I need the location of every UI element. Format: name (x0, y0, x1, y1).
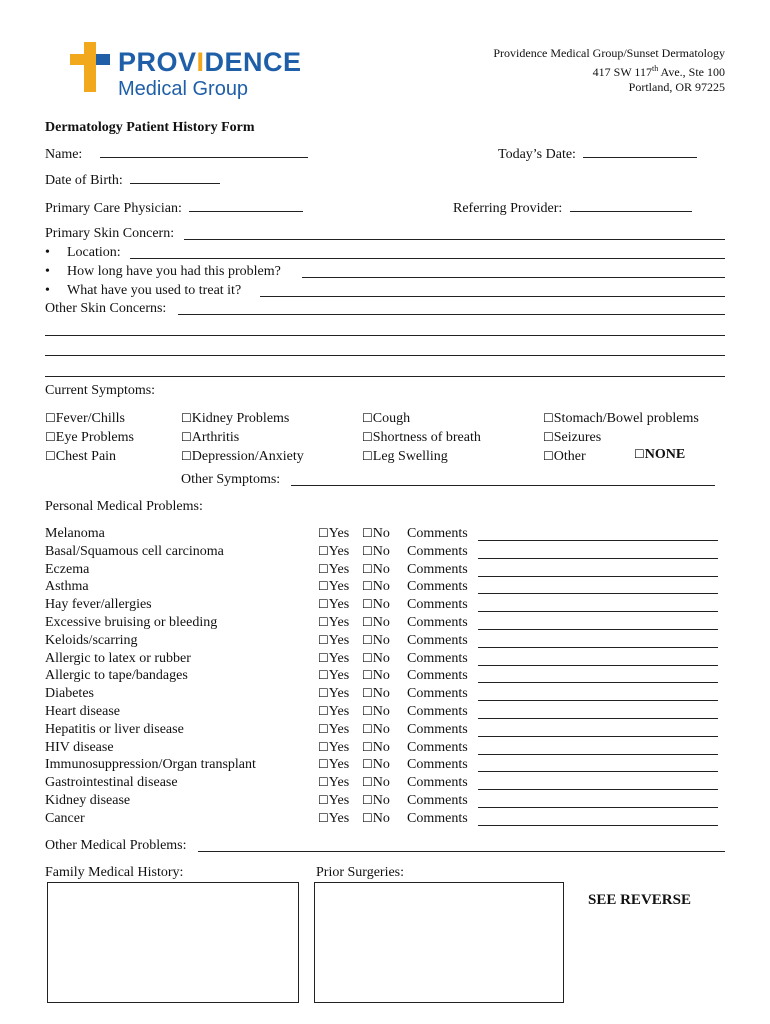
name-row (45, 146, 308, 163)
symptom-chest-pain[interactable]: ☐Chest Pain (45, 449, 117, 464)
comments-field[interactable] (478, 707, 718, 719)
no-option[interactable]: ☐No (362, 668, 390, 684)
checkbox[interactable]: ☐ (318, 793, 329, 807)
table-row (45, 775, 725, 793)
symptoms-heading: Current Symptoms: (45, 383, 156, 398)
symptoms-col-2 (181, 409, 304, 466)
duration-label: How long have you had this problem? (67, 264, 281, 279)
bullet-icon: • (45, 245, 50, 260)
referring-row (453, 200, 692, 217)
primary-concern-label: Primary Skin Concern: (45, 226, 175, 241)
bullet-icon: • (45, 283, 50, 298)
table-row (45, 562, 725, 580)
symptom-fever[interactable]: ☐Fever/Chills (45, 411, 125, 426)
checkbox[interactable]: ☐ (318, 686, 329, 701)
other-medical-label: Other Medical Problems: (45, 838, 187, 853)
name-label: Name: (45, 147, 83, 162)
symptom-none[interactable]: ☐NONE (634, 447, 686, 462)
prior-surgeries-label: Prior Surgeries: (316, 865, 405, 880)
symptom-breath[interactable]: ☐Shortness of breath (362, 430, 481, 445)
table-row (45, 686, 725, 704)
other-symptoms-field[interactable] (291, 474, 715, 486)
no-option[interactable]: ☐No (362, 650, 390, 666)
comments-label: Comments (407, 526, 468, 541)
today-date-field[interactable] (583, 146, 697, 158)
no-option[interactable]: ☐No (362, 543, 390, 559)
comments-field[interactable] (478, 671, 718, 683)
symptoms-col-3 (362, 409, 481, 466)
family-history-box[interactable] (47, 882, 299, 1003)
checkbox[interactable]: ☐ (318, 739, 329, 754)
comments-label: Comments (407, 615, 468, 630)
comments-label: Comments (407, 757, 468, 773)
yes-option[interactable]: ☐Yes (318, 632, 350, 648)
checkbox[interactable]: ☐ (318, 561, 329, 576)
yes-option[interactable]: ☐Yes (318, 579, 350, 595)
checkbox[interactable]: ☐ (318, 810, 329, 825)
comments-label: Comments (407, 793, 468, 808)
comments-label: Comments (407, 775, 468, 791)
logo-subtitle: Medical Group (118, 78, 249, 100)
checkbox[interactable]: ☐ (362, 561, 373, 576)
checkbox[interactable]: ☐ (362, 597, 373, 612)
no-option[interactable]: ☐No (362, 775, 390, 791)
no-option[interactable]: ☐No (362, 597, 390, 613)
comments-field[interactable] (478, 636, 718, 648)
no-option[interactable]: ☐No (362, 526, 390, 541)
no-option[interactable]: ☐No (362, 810, 390, 826)
condition-name: Diabetes (45, 686, 94, 702)
checkbox[interactable]: ☐ (362, 775, 373, 790)
checkbox[interactable]: ☐ (181, 449, 192, 463)
comments-field[interactable] (478, 600, 718, 612)
comments-field[interactable] (478, 618, 718, 630)
comments-field[interactable] (478, 796, 718, 808)
comments-label: Comments (407, 668, 468, 684)
symptom-seizures[interactable]: ☐Seizures (543, 430, 602, 445)
bullet-location (45, 245, 121, 261)
address-line2: 417 SW 117th Ave., Ste 100 (592, 64, 725, 79)
primary-concern-field[interactable] (184, 228, 725, 240)
referring-field[interactable] (570, 200, 692, 212)
comments-field[interactable] (478, 760, 718, 772)
yes-option[interactable]: ☐Yes (318, 543, 350, 559)
checkbox[interactable]: ☐ (318, 615, 329, 629)
condition-name: Gastrointestinal disease (45, 775, 178, 791)
comments-field[interactable] (478, 529, 718, 541)
yes-option[interactable]: ☐Yes (318, 810, 350, 826)
comments-field[interactable] (478, 743, 718, 755)
condition-name: Asthma (45, 579, 89, 595)
other-concerns-line-3[interactable] (45, 355, 725, 356)
no-option[interactable]: ☐No (362, 686, 390, 702)
symptom-leg-swelling[interactable]: ☐Leg Swelling (362, 449, 448, 464)
logo (70, 42, 310, 104)
clinic-address (493, 46, 725, 95)
checkbox[interactable]: ☐ (45, 430, 56, 444)
table-row (45, 651, 725, 669)
checkbox[interactable]: ☐ (362, 615, 373, 629)
comments-label: Comments (407, 579, 468, 595)
bullet-icon: • (45, 264, 50, 279)
checkbox[interactable]: ☐ (362, 430, 373, 444)
other-concerns-line-4[interactable] (45, 376, 725, 377)
symptom-arthritis[interactable]: ☐Arthritis (181, 430, 240, 445)
checkbox[interactable]: ☐ (362, 543, 373, 558)
checkbox[interactable]: ☐ (318, 650, 329, 665)
comments-label: Comments (407, 561, 468, 577)
checkbox[interactable]: ☐ (362, 704, 373, 718)
symptom-kidney[interactable]: ☐Kidney Problems (181, 411, 290, 426)
no-option[interactable]: ☐No (362, 704, 390, 719)
comments-field[interactable] (478, 814, 718, 826)
no-option[interactable]: ☐No (362, 757, 390, 773)
comments-label: Comments (407, 739, 468, 755)
other-concerns-line-2[interactable] (45, 335, 725, 336)
treatment-field[interactable] (260, 285, 725, 297)
comments-field[interactable] (478, 582, 718, 594)
comments-field[interactable] (478, 654, 718, 666)
symptoms-col-1 (45, 409, 134, 466)
yes-option[interactable]: ☐Yes (318, 704, 350, 719)
checkbox[interactable]: ☐ (362, 721, 373, 736)
condition-name: Eczema (45, 561, 90, 577)
symptom-other[interactable]: ☐Other (543, 449, 586, 464)
today-date-label: Today’s Date: (498, 147, 576, 162)
medical-heading: Personal Medical Problems: (45, 499, 203, 514)
pcp-row (45, 200, 303, 217)
comments-field[interactable] (478, 565, 718, 577)
checkbox[interactable]: ☐ (318, 526, 329, 540)
condition-name: Keloids/scarring (45, 632, 138, 648)
checkbox[interactable]: ☐ (318, 668, 329, 683)
comments-field[interactable] (478, 725, 718, 737)
table-row (45, 793, 725, 811)
yes-option[interactable]: ☐Yes (318, 650, 350, 666)
table-row (45, 615, 725, 633)
other-concerns-label: Other Skin Concerns: (45, 301, 167, 316)
comments-field[interactable] (478, 778, 718, 790)
treatment-label: What have you used to treat it? (67, 283, 242, 298)
symptom-cough[interactable]: ☐Cough (362, 411, 411, 426)
checkbox[interactable]: ☐ (181, 430, 192, 444)
condition-name: Allergic to tape/bandages (45, 668, 188, 684)
checkbox[interactable]: ☐ (318, 757, 329, 772)
yes-option[interactable]: ☐Yes (318, 721, 350, 737)
checkbox[interactable]: ☐ (318, 721, 329, 736)
table-row (45, 704, 725, 722)
no-option[interactable]: ☐No (362, 739, 390, 755)
comments-label: Comments (407, 632, 468, 648)
checkbox[interactable]: ☐ (362, 739, 373, 754)
checkbox[interactable]: ☐ (634, 447, 645, 461)
comments-label: Comments (407, 650, 468, 666)
location-field[interactable] (130, 247, 725, 259)
symptom-stomach[interactable]: ☐Stomach/Bowel problems (543, 411, 699, 426)
checkbox[interactable]: ☐ (543, 449, 554, 463)
comments-label: Comments (407, 686, 468, 702)
condition-name: HIV disease (45, 739, 114, 755)
yes-option[interactable]: ☐Yes (318, 739, 350, 755)
address-line1: Providence Medical Group/Sunset Dermatology (493, 46, 725, 60)
no-option[interactable]: ☐No (362, 632, 390, 648)
condition-name: Basal/Squamous cell carcinoma (45, 543, 224, 559)
table-row (45, 668, 725, 686)
pcp-label: Primary Care Physician: (45, 201, 182, 216)
duration-field[interactable] (302, 266, 725, 278)
bullet-duration (45, 264, 281, 280)
no-option[interactable]: ☐No (362, 793, 390, 808)
bullet-treatment (45, 283, 242, 299)
checkbox[interactable]: ☐ (181, 411, 192, 425)
logo-wordmark: PROVIDENCE (118, 47, 302, 77)
form-title: Dermatology Patient History Form (45, 120, 255, 135)
location-label: Location: (67, 245, 121, 260)
name-field[interactable] (100, 146, 308, 158)
no-option[interactable]: ☐No (362, 579, 390, 595)
dob-row (45, 172, 220, 189)
checkbox[interactable]: ☐ (362, 526, 373, 540)
yes-option[interactable]: ☐Yes (318, 757, 350, 773)
condition-name: Excessive bruising or bleeding (45, 615, 218, 630)
dob-field[interactable] (130, 172, 220, 184)
comments-label: Comments (407, 810, 468, 826)
comments-field[interactable] (478, 547, 718, 559)
pcp-field[interactable] (189, 200, 303, 212)
other-medical-field[interactable] (198, 840, 725, 852)
table-row (45, 544, 725, 562)
condition-name: Kidney disease (45, 793, 131, 808)
no-option[interactable]: ☐No (362, 615, 390, 630)
condition-name: Hepatitis or liver disease (45, 721, 184, 737)
yes-option[interactable]: ☐Yes (318, 686, 350, 702)
comments-label: Comments (407, 543, 468, 559)
checkbox[interactable]: ☐ (318, 775, 329, 790)
checkbox[interactable]: ☐ (543, 430, 554, 444)
condition-name: Cancer (45, 810, 85, 826)
yes-option[interactable]: ☐Yes (318, 561, 350, 577)
other-concerns-field[interactable] (178, 303, 725, 315)
checkbox[interactable]: ☐ (318, 632, 329, 647)
address-line3: Portland, OR 97225 (628, 80, 725, 94)
condition-name: Hay fever/allergies (45, 597, 152, 613)
yes-option[interactable]: ☐Yes (318, 615, 350, 630)
yes-option[interactable]: ☐Yes (318, 668, 350, 684)
table-row (45, 526, 725, 544)
checkbox[interactable]: ☐ (362, 668, 373, 683)
checkbox[interactable]: ☐ (362, 793, 373, 807)
condition-name: Allergic to latex or rubber (45, 650, 191, 666)
symptom-eye[interactable]: ☐Eye Problems (45, 430, 134, 445)
table-row (45, 597, 725, 615)
yes-option[interactable]: ☐Yes (318, 597, 350, 613)
condition-name: Heart disease (45, 704, 121, 719)
symptom-depression[interactable]: ☐Depression/Anxiety (181, 449, 304, 464)
checkbox[interactable]: ☐ (45, 411, 56, 425)
checkbox[interactable]: ☐ (318, 704, 329, 718)
no-option[interactable]: ☐No (362, 721, 390, 737)
family-history-label: Family Medical History: (45, 865, 184, 880)
yes-option[interactable]: ☐Yes (318, 793, 350, 808)
checkbox[interactable]: ☐ (362, 449, 373, 463)
plus-cross-icon (70, 42, 112, 92)
checkbox[interactable]: ☐ (362, 810, 373, 825)
table-row (45, 811, 725, 829)
comments-label: Comments (407, 597, 468, 613)
yes-option[interactable]: ☐Yes (318, 775, 350, 791)
checkbox[interactable]: ☐ (362, 686, 373, 701)
table-row (45, 633, 725, 651)
checkbox[interactable]: ☐ (362, 632, 373, 647)
table-row (45, 740, 725, 758)
checkbox[interactable]: ☐ (362, 757, 373, 772)
checkbox[interactable]: ☐ (362, 579, 373, 594)
yes-option[interactable]: ☐Yes (318, 526, 350, 541)
today-row (498, 146, 697, 163)
dob-label: Date of Birth: (45, 173, 123, 188)
checkbox[interactable]: ☐ (318, 579, 329, 594)
condition-name: Immunosuppression/Organ transplant (45, 757, 256, 773)
checkbox[interactable]: ☐ (543, 411, 554, 425)
checkbox[interactable]: ☐ (318, 597, 329, 612)
referring-label: Referring Provider: (453, 201, 563, 216)
checkbox[interactable]: ☐ (318, 543, 329, 558)
comments-field[interactable] (478, 689, 718, 701)
condition-name: Melanoma (45, 526, 105, 541)
checkbox[interactable]: ☐ (45, 449, 56, 463)
no-option[interactable]: ☐No (362, 561, 390, 577)
table-row (45, 722, 725, 740)
table-row (45, 579, 725, 597)
comments-label: Comments (407, 721, 468, 737)
comments-label: Comments (407, 704, 468, 719)
checkbox[interactable]: ☐ (362, 411, 373, 425)
checkbox[interactable]: ☐ (362, 650, 373, 665)
prior-surgeries-box[interactable] (314, 882, 564, 1003)
see-reverse-note: SEE REVERSE (588, 892, 691, 908)
table-row (45, 757, 725, 775)
other-symptoms-label: Other Symptoms: (181, 472, 281, 487)
